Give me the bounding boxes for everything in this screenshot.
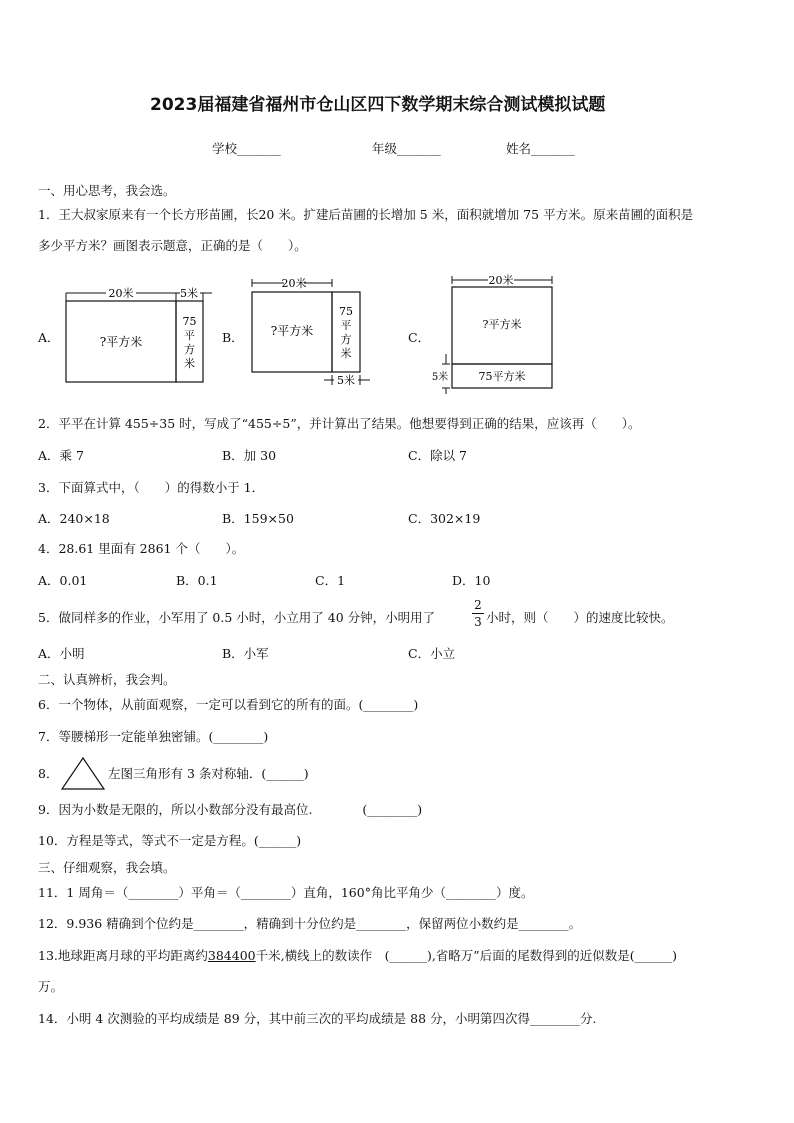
question-13-line2: 万。 [38,979,64,994]
fig-b-area-label: ?平方米 [270,324,314,338]
question-5-option-b: B．小军 [222,646,269,661]
question-2-option-c: C．除以 7 [408,448,467,463]
option-c-label: C． [408,330,431,345]
fig-b-side-mi: 米 [340,347,352,360]
fig-c-length-label: 20米 [488,274,514,287]
question-5-pre: 5．做同样多的作业，小军用了 0.5 小时，小立用了 40 分钟，小明用了 [38,610,436,625]
figure-b-diagram [246,275,376,389]
figure-a-diagram [60,283,218,387]
fig-b-length-label: 20米 [281,277,307,290]
section-heading-3: 三、仔细观察，我会填。 [38,860,176,875]
question-4-option-d: D．10 [452,573,491,588]
fraction-numerator: 2 [474,598,482,612]
name-field: 姓名_______ [506,141,575,156]
fig-a-side-75: 75 [182,315,197,328]
figure-c-diagram [428,272,558,394]
fig-a-length-label: 20米 [108,287,134,300]
question-8-number: 8． [38,766,59,781]
fig-a-side-ping: 平 [184,329,195,342]
page-title: 2023届福建省福州市仓山区四下数学期末综合测试模拟试题 [150,95,606,115]
question-4-option-c: C．1 [315,573,346,588]
question-5-post: 小时，则（ ）的速度比较快。 [486,610,674,625]
question-2: 2．平平在计算 455÷35 时，写成了“455÷5”，并计算出了结果。他想要得到正确的结果，应该再（ ）。 [38,416,641,431]
question-3-option-b: B．159×50 [222,511,294,526]
question-12: 12．9.936 精确到个位约是________，精确到十分位约是________，保留两位小数约是________。 [38,916,582,931]
question-13-number: 384400 [207,948,256,963]
fraction-bar [472,613,484,614]
question-5-option-a: A．小明 [38,646,85,661]
fig-b-side-75: 75 [339,305,353,318]
option-a-label: A． [38,330,60,345]
school-field: 学校_______ [212,141,281,156]
fig-a-ext-label: 5米 [180,287,198,300]
question-6: 6．一个物体，从前面观察，一定可以看到它的所有的面。(________) [38,697,419,712]
question-5-fraction [472,598,484,629]
fraction-denominator: 3 [474,615,482,629]
question-1-line2: 多少平方米？画图表示题意，正确的是（ ）。 [38,238,307,253]
question-5-option-c: C．小立 [408,646,456,661]
question-4: 4．28.61 里面有 2861 个（ ）。 [38,541,245,556]
fig-b-side-fang: 方 [340,333,352,346]
triangle-figure [60,756,106,792]
section-heading-2: 二、认真辨析，我会判。 [38,672,176,687]
question-9: 9．因为小数是无限的，所以小数部分没有最高位. (________) [38,802,423,817]
fig-b-side-ping: 平 [340,319,352,332]
option-b-label: B． [222,330,244,345]
question-7: 7．等腰梯形一定能单独密铺。(________) [38,729,269,744]
question-3-option-a: A．240×18 [38,511,110,526]
question-10: 10．方程是等式，等式不一定是方程。(______) [38,833,302,848]
question-3-option-c: C．302×19 [408,511,481,526]
question-2-option-b: B．加 30 [222,448,277,463]
question-11: 11．1 周角＝（________）平角＝（________）直角，160°角比平角少（________）度。 [38,885,534,900]
question-14: 14．小明 4 次测验的平均成绩是 89 分，其中前三次的平均成绩是 88 分，小明第四次得________分. [38,1011,597,1026]
question-3: 3．下面算式中，（ ）的得数小于 1． [38,480,265,495]
question-13-pre: 13.地球距离月球的平均距离约 [38,948,208,963]
question-1-line1: 1．王大叔家原来有一个长方形苗圃，长20 米。扩建后苗圃的长增加 5 米，面积就增加 75 平方米。原来苗圃的面积是 [38,207,694,222]
fig-a-area-label: ?平方米 [99,335,143,349]
question-4-option-b: B．0.1 [176,573,218,588]
question-13-post: 千米,横线上的数读作 (______),省略万”后面的尾数得到的近似数是(______) [255,948,677,963]
question-4-option-a: A．0.01 [38,573,88,588]
fig-c-area-label: ?平方米 [482,318,522,331]
fig-c-bottom-label: 75平方米 [478,370,526,383]
grade-field: 年级_______ [372,141,441,156]
fig-a-side-fang: 方 [184,343,195,356]
fig-b-ext-label: 5米 [337,374,355,387]
section-heading-1: 一、用心思考，我会选。 [38,183,176,198]
question-2-option-a: A．乘 7 [38,448,84,463]
fig-a-side-mi: 米 [184,357,195,370]
fig-c-ext-label: 5米 [431,372,449,383]
question-8-text: 左图三角形有 3 条对称轴．(______) [108,766,309,781]
question-13-line1 [38,948,677,964]
